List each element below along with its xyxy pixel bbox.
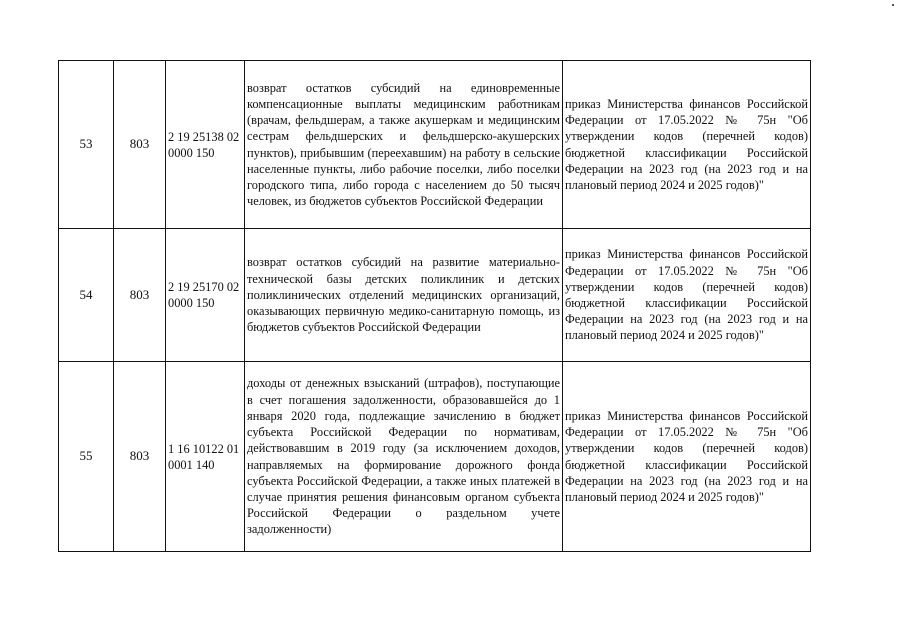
kbk-code [166, 229, 245, 362]
scan-mark [892, 4, 894, 6]
kbk-code-line2: 0000 150 [168, 145, 215, 160]
table-row [59, 61, 811, 229]
income-description: возврат остатков субсидий на развитие материально-технической базы детских поликлиник и детских поликлинических отделений медицинских организаций, оказывающих первичную медико-санитарную помощь, из бюджетов субъектов Российской Федерации [245, 229, 563, 362]
kbk-code-line2: 0000 150 [168, 296, 215, 310]
row-number: 55 [59, 362, 114, 552]
budget-classification-table [58, 60, 811, 552]
kbk-code-line1: 2 19 25138 02 [168, 129, 240, 144]
row-number: 53 [59, 61, 114, 229]
legal-basis: приказ Министерства финансов Российской Федерации от 17.05.2022 № 75н "Об утверждении кодов (перечней кодов) бюджетной классификации Российской Федерации на 2023 год (на 2023 год и на плановый период 2024 и 2025 годов)" [563, 362, 811, 552]
legal-basis: приказ Министерства финансов Российской Федерации от 17.05.2022 № 75н "Об утверждении кодов (перечней кодов) бюджетной классификации Российской Федерации на 2023 год (на 2023 год и на плановый период 2024 и 2025 годов)" [563, 229, 811, 362]
kbk-code [166, 362, 245, 552]
admin-code: 803 [114, 61, 166, 229]
admin-code: 803 [114, 229, 166, 362]
kbk-code-line1: 1 16 10122 01 [168, 441, 240, 456]
legal-basis: приказ Министерства финансов Российской Федерации от 17.05.2022 № 75н "Об утверждении кодов (перечней кодов) бюджетной классификации Российской Федерации на 2023 год (на 2023 год и на плановый период 2024 и 2025 годов)" [563, 61, 811, 229]
row-number: 54 [59, 229, 114, 362]
kbk-code-line2: 0001 140 [168, 457, 215, 472]
kbk-code [166, 61, 245, 229]
kbk-code-line1: 2 19 25170 02 [168, 280, 240, 294]
admin-code: 803 [114, 362, 166, 552]
income-description: доходы от денежных взысканий (штрафов), поступающие в счет погашения задолженности, образовавшейся до 1 января 2020 года, подлежащие зачислению в бюджет субъекта Российской Федерации по нормативам, действовавшим в 2019 году (за исключением доходов, направляемых на формирование дорожного фонда субъекта Российской Федерации, а также иных платежей в случае принятия решения финансовым органом субъекта Российской Федерации о раздельном учете задолженности) [245, 362, 563, 552]
income-description: возврат остатков субсидий на единовременные компенсационные выплаты медицинским работникам (врачам, фельдшерам, а также акушеркам и медицинским сестрам фельдшерских и фельдшерско-акушерских пунктов), прибывшим (переехавшим) на работу в сельские населенные пункты, либо рабочие поселки, либо поселки городского типа, либо города с населением до 50 тысяч человек, из бюджетов субъектов Российской Федерации [245, 61, 563, 229]
table-row [59, 229, 811, 362]
table-row [59, 362, 811, 552]
